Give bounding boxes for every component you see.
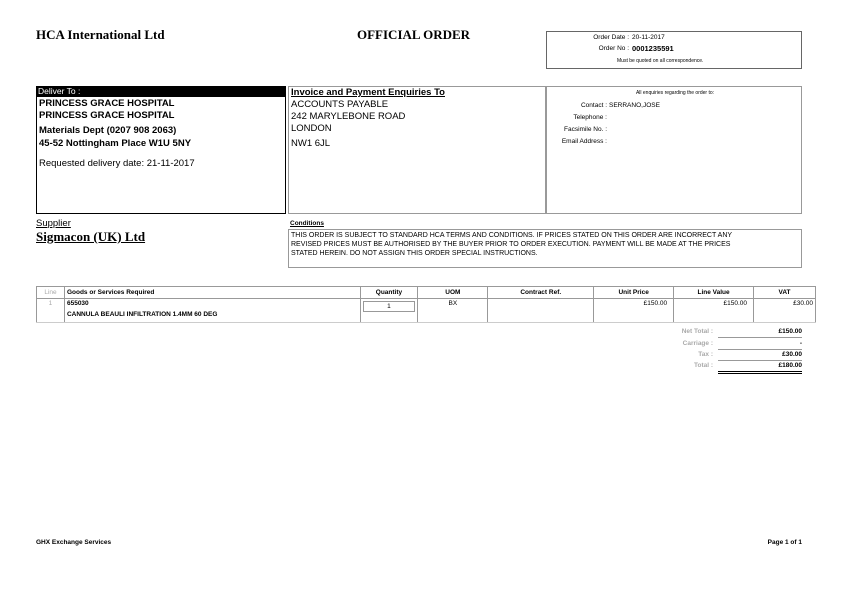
enquiries-heading: All enquiries regarding the order to:	[635, 90, 715, 96]
order-no-value: 0001235591	[632, 44, 674, 53]
invoice-line-1: ACCOUNTS PAYABLE	[291, 99, 389, 110]
contact-label: Contact :	[580, 102, 607, 109]
page-number: Page 1 of 1	[767, 539, 802, 546]
order-date-label: Order Date :	[593, 34, 629, 41]
cell-description: CANNULA BEAULI INFILTRATION 1.4MM 60 DEG	[66, 311, 218, 318]
tax-rule	[718, 360, 802, 361]
cell-quantity-wrap	[360, 299, 418, 323]
document-title: OFFICIAL ORDER	[357, 27, 471, 42]
requested-delivery-date: Requested delivery date: 21-11-2017	[39, 158, 195, 169]
col-quantity: Quantity	[360, 287, 418, 299]
email-label: Email Address :	[561, 138, 607, 145]
deliver-line-2: PRINCESS GRACE HOSPITAL	[39, 110, 175, 121]
total-label: Total :	[693, 362, 713, 369]
conditions-line-2: REVISED PRICES MUST BE AUTHORISED BY THE BUYER PRIOR TO ORDER EXECUTION. PAYMENT WILL BE MADE AT THE PRICES	[291, 241, 731, 248]
total-rule-1	[718, 371, 802, 372]
supplier-label: Supplier	[36, 218, 71, 229]
cell-line: 1	[37, 299, 65, 323]
col-vat: VAT	[754, 287, 816, 299]
conditions-label: Conditions	[290, 220, 324, 227]
cell-quantity: 1	[363, 301, 416, 312]
invoice-box	[288, 86, 546, 214]
order-date-value: 20-11-2017	[632, 34, 665, 41]
table-header-row	[37, 287, 816, 299]
cell-vat: £30.00	[754, 299, 816, 323]
deliver-to-box	[36, 96, 286, 214]
table-row	[37, 299, 816, 323]
order-no-label: Order No :	[598, 45, 629, 52]
correspondence-note: Must be quoted on all correspondence.	[617, 58, 704, 64]
order-info-box	[546, 31, 802, 69]
deliver-line-1: PRINCESS GRACE HOSPITAL	[39, 98, 175, 109]
contact-value: SERRANO,JOSE	[609, 102, 660, 109]
facsimile-label: Facsimile No. :	[564, 126, 607, 133]
table-bottom-rule	[36, 322, 816, 323]
cell-contract	[488, 299, 594, 323]
net-total-label: Net Total :	[681, 328, 713, 335]
total-value: £180.00	[778, 362, 802, 369]
tax-value: £30.00	[782, 351, 802, 358]
conditions-line-1: THIS ORDER IS SUBJECT TO STANDARD HCA TERMS AND CONDITIONS. IF PRICES STATED ON THIS ORDER ARE INCORRECT ANY	[291, 232, 733, 239]
deliver-to-label: Deliver To :	[38, 86, 81, 96]
deliver-line-3: Materials Dept (0207 908 2063)	[39, 125, 177, 136]
col-uom: UOM	[418, 287, 488, 299]
col-unit-price: Unit Price	[594, 287, 674, 299]
col-contract: Contract Ref.	[488, 287, 594, 299]
invoice-line-2: 242 MARYLEBONE ROAD	[291, 111, 406, 122]
cell-line-value: £150.00	[674, 299, 754, 323]
supplier-name: Sigmacon (UK) Ltd	[36, 229, 146, 244]
cell-unit-price: £150.00	[594, 299, 674, 323]
tax-label: Tax :	[698, 351, 713, 358]
order-lines-table	[36, 286, 816, 323]
enquiries-box	[546, 86, 802, 214]
invoice-line-4: NW1 6JL	[291, 138, 331, 149]
footer-left: GHX Exchange Services	[36, 539, 112, 546]
net-total-value: £150.00	[778, 328, 802, 335]
conditions-line-3: STATED HEREIN. DO NOT ASSIGN THIS ORDER SPECIAL INSTRUCTIONS.	[291, 250, 538, 257]
col-line-value: Line Value	[674, 287, 754, 299]
carriage-rule	[718, 349, 802, 350]
invoice-line-3: LONDON	[291, 123, 332, 134]
col-goods: Goods or Services Required	[64, 287, 360, 299]
cell-uom: BX	[418, 299, 488, 323]
carriage-label: Carriage :	[682, 340, 713, 347]
company-name: HCA International Ltd	[36, 27, 165, 42]
invoice-label: Invoice and Payment Enquiries To	[291, 87, 445, 98]
net-total-rule	[718, 337, 802, 338]
deliver-line-4: 45-52 Nottingham Place W1U 5NY	[39, 138, 192, 149]
cell-goods	[64, 299, 360, 323]
total-rule-2	[718, 373, 802, 374]
cell-code: 655030	[66, 300, 89, 307]
telephone-label: Telephone :	[573, 114, 607, 121]
conditions-box	[288, 229, 802, 268]
deliver-to-header-bar	[36, 86, 286, 96]
col-line: Line	[37, 287, 65, 299]
carriage-value: -	[799, 340, 802, 347]
